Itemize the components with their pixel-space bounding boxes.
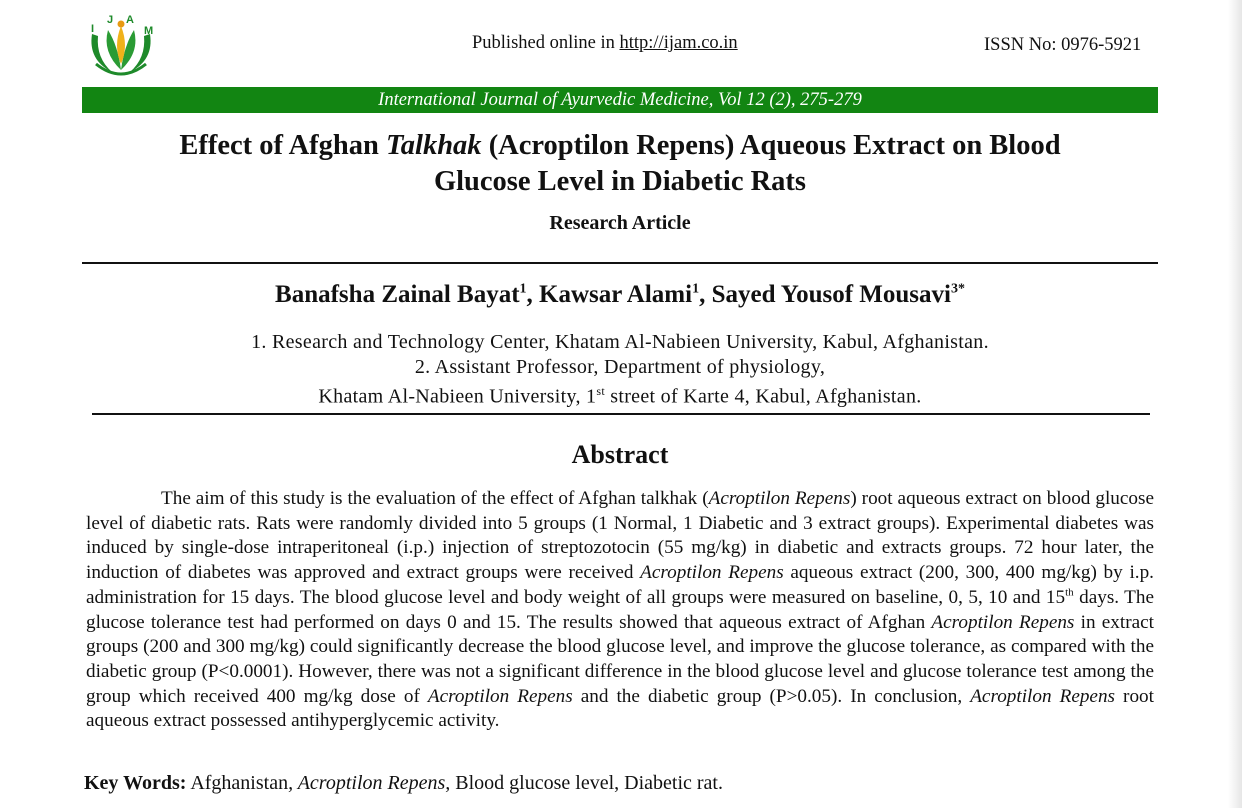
author-list: Banafsha Zainal Bayat$^1$, Kawsar Alami$^1$, Sayed Yousof Mousavi$^{3*}$ xyxy=(275,281,965,308)
svg-text:J: J xyxy=(107,14,114,26)
divider-top xyxy=(82,262,1158,264)
author-name: Kawsar Alami xyxy=(539,281,693,308)
divider-bottom xyxy=(92,413,1150,415)
page-edge-shadow xyxy=(1228,0,1242,808)
author-name: Sayed Yousof Mousavi xyxy=(711,281,951,308)
affiliations: 1. Research and Technology Center, Khatam Al-Nabieen University, Kabul, Afghanistan. 2. Assistant Professor, Department of physiology, Khatam Al-Nabieen University, 1st street of Karte 4, Kabul, Afghanistan. xyxy=(251,331,989,408)
keywords: Key Words: Afghanistan, Acroptilon Repens, Blood glucose level, Diabetic rat. xyxy=(84,772,723,794)
journal-website-link[interactable]: http://ijam.co.in xyxy=(619,33,738,53)
journal-citation-bar: International Journal of Ayurvedic Medicine, Vol 12 (2), 275-279 xyxy=(82,87,1158,113)
author-name: Banafsha Zainal Bayat xyxy=(275,281,520,308)
svg-text:I: I xyxy=(91,23,95,35)
svg-text:M: M xyxy=(144,25,154,37)
abstract-body: The aim of this study is the evaluation of the effect of Afghan talkhak (Acroptilon Repens) root aqueous extract on blood glucose level of diabetic rats. Rats were randomly divided into 5 groups (1 Normal, 1 Diabetic and 3 extract groups). Experimental diabetes was induced by single-dose intraperitoneal (i.p.) injection of streptozotocin (55 mg/kg) in diabetic and extracts groups. 72 hour later, the induction of diabetes was approved and extract groups were received Acroptilon Repens aqueous extract (200, 300, 400 mg/kg) by i.p. administration for 15 days. The blood glucose level and body weight of all groups were measured on baseline, 0, 5, 10 and 15th days. The glucose tolerance test had performed on days 0 and 15. The results showed that aqueous extract of Afghan Acroptilon Repens in extract groups (200 and 300 mg/kg) could significantly decrease the blood glucose level, and improve the glucose tolerance, as compared with the diabetic group (P<0.0001). However, there was not a significant difference in the blood glucose level and glucose tolerance test among the group which received 400 mg/kg dose of Acroptilon Repens and the diabetic group (P>0.05). In conclusion, Acroptilon Repens root aqueous extract possessed antihyperglycemic activity. xyxy=(86,488,1154,732)
svg-text:A: A xyxy=(126,14,134,26)
article-type: Research Article xyxy=(549,212,691,234)
ijam-lotus-logo-icon xyxy=(82,12,160,82)
abstract-heading: Abstract xyxy=(571,440,669,469)
paper-title: Effect of Afghan Talkhak (Acroptilon Repens) Aqueous Extract on Blood Glucose Level in Diabetic Rats xyxy=(179,130,1061,197)
issn-number: ISSN No: 0976-5921 xyxy=(984,35,1142,55)
published-online: Published online in http://ijam.co.in xyxy=(472,33,738,53)
